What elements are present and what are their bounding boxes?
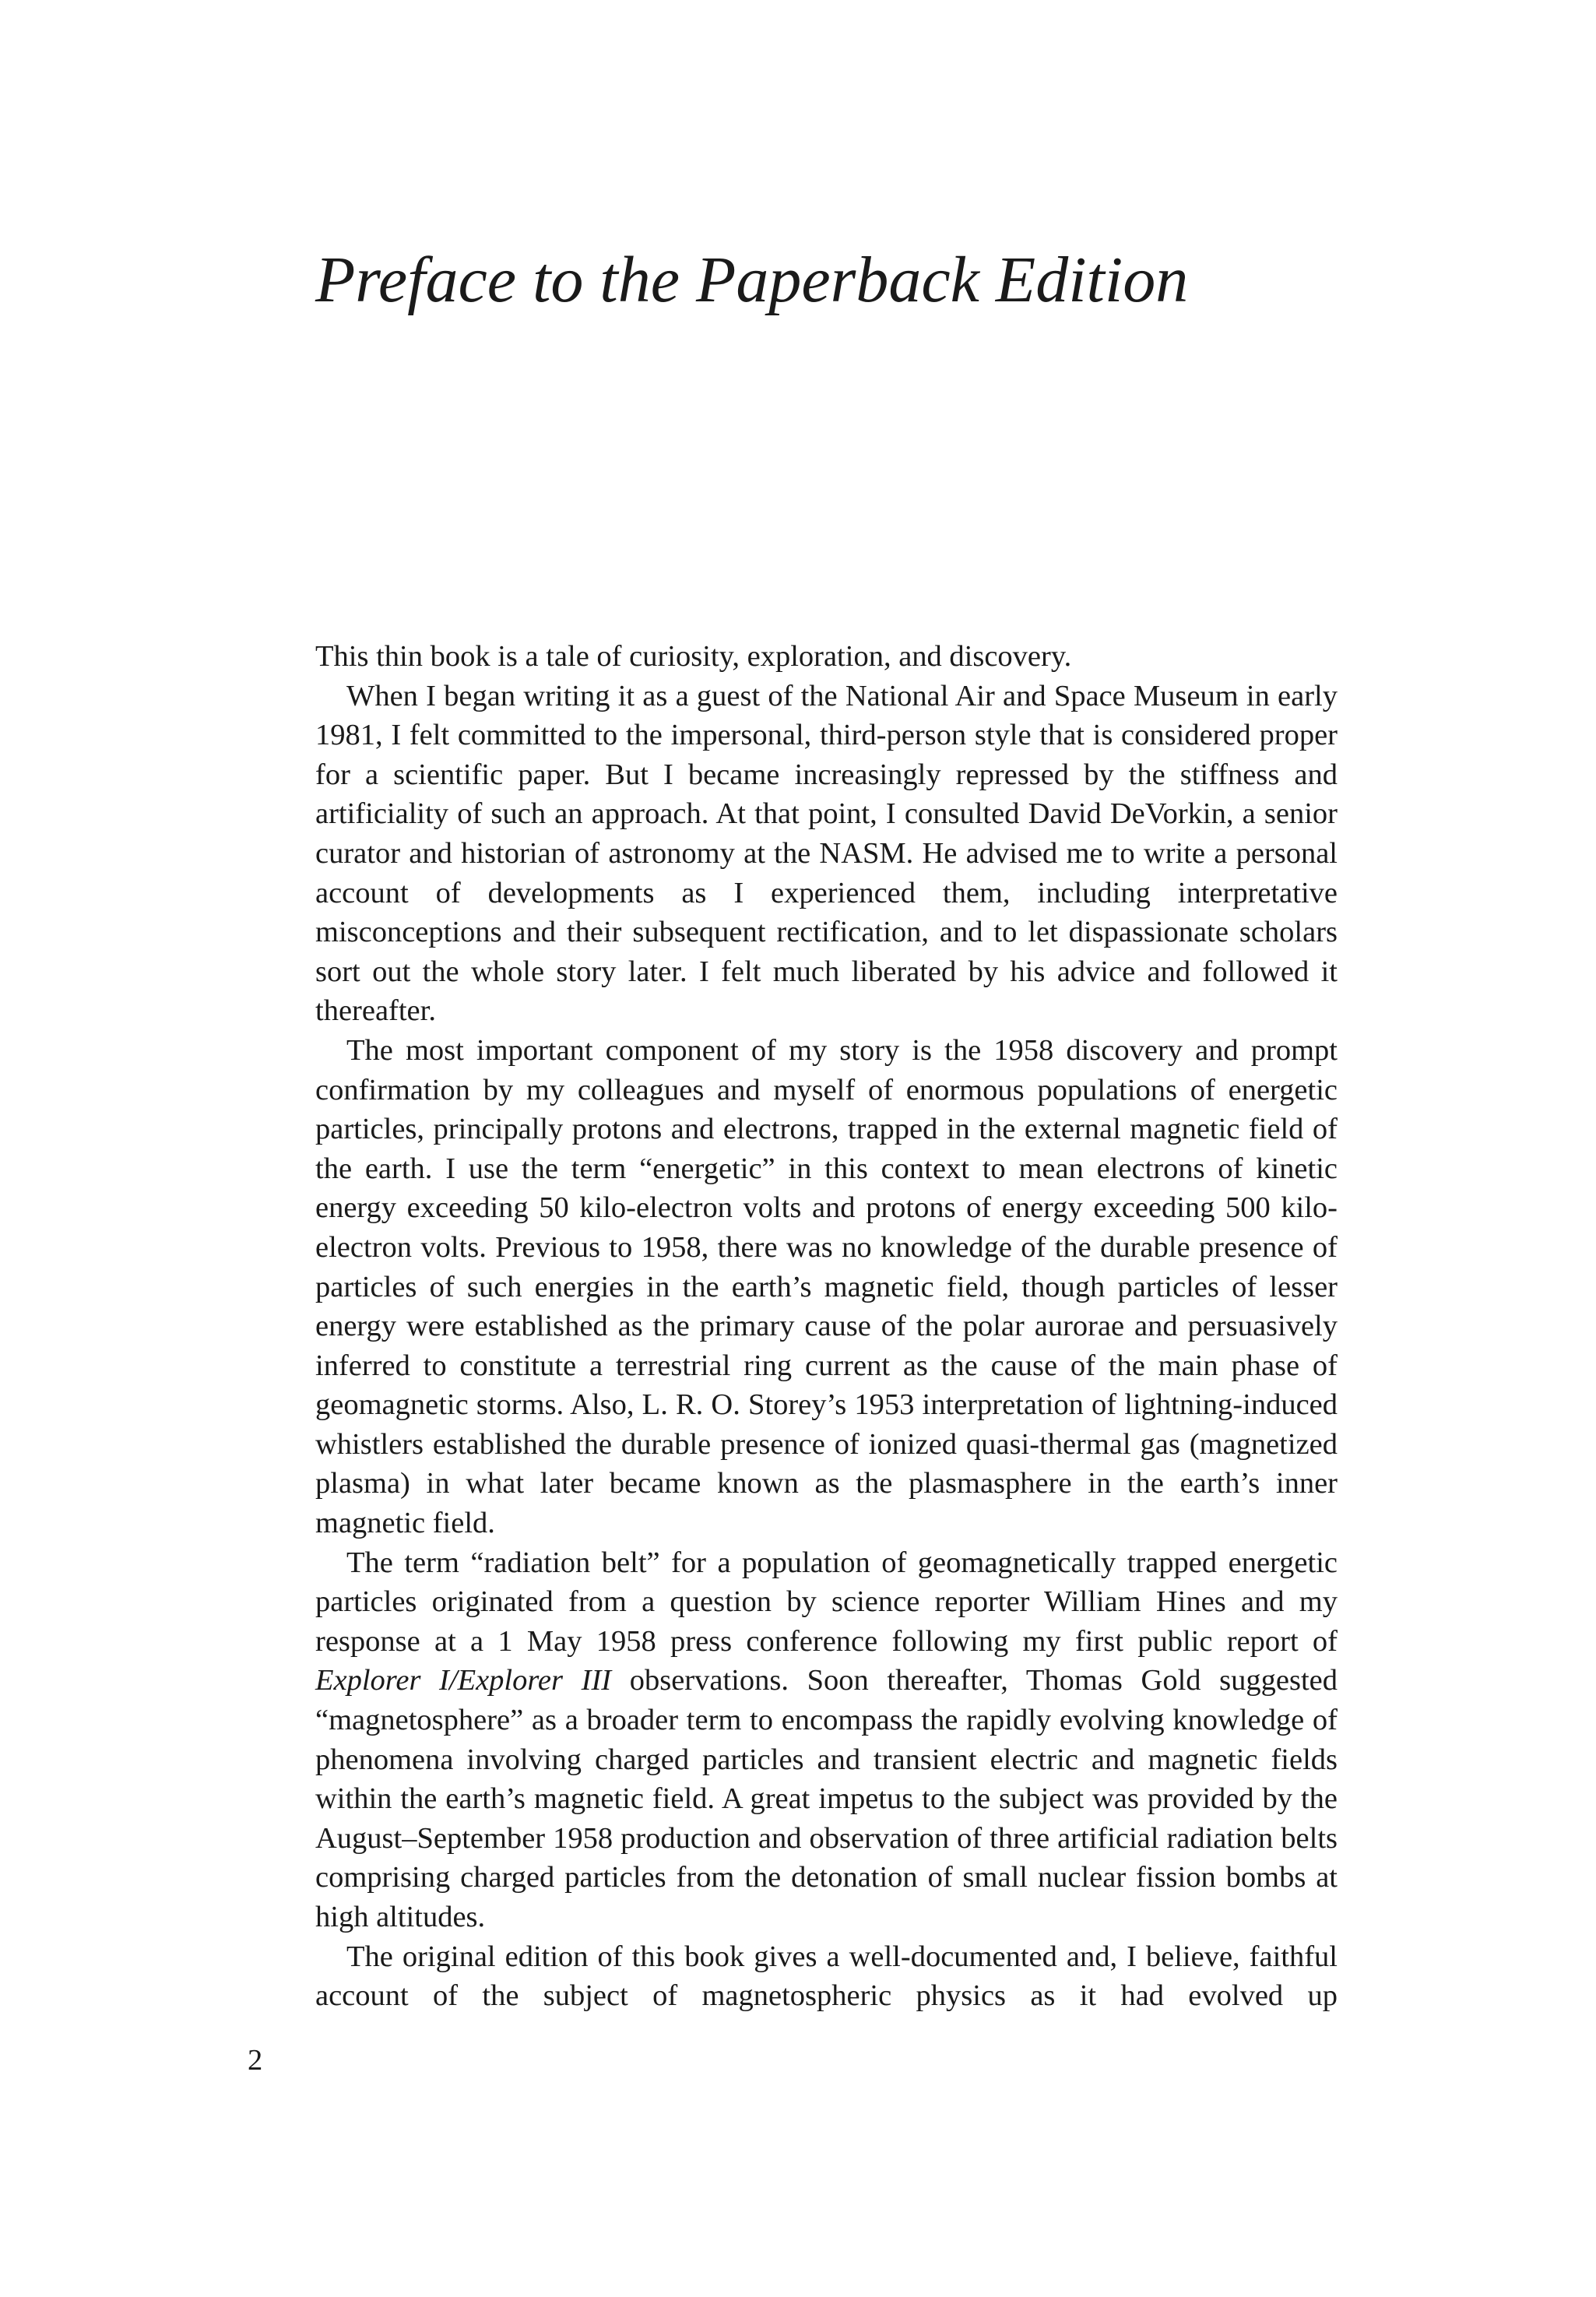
page-title: Preface to the Paperback Edition [315, 244, 1189, 316]
paragraph-5: The original edition of this book gives a well-documented and, I believe, faithful account of the subject of magnetospheric physics as it had evolved up [315, 1940, 1338, 2013]
body-text [315, 637, 1338, 2016]
paragraph-1: This thin book is a tale of curiosity, exploration, and discovery. [315, 640, 1072, 673]
paragraph-4 [315, 1543, 1338, 1937]
paragraph-3: The most important component of my story is the 1958 discovery and prompt confirmation by my colleagues and myself of enormous populations of energetic particles, principally protons and electrons, trapped in the external magnetic field of the earth. I use the term “energetic” in this context to mean electrons of kinetic energy exceeding 50 kilo-electron volts and protons of energy exceeding 500 kilo-electron volts. Previous to 1958, there was no knowledge of the durable presence of particles of such energies in the earth’s magnetic field, though particles of lesser energy were established as the primary cause of the polar aurorae and persuasively inferred to constitute a terrestrial ring current as the cause of the main phase of geomagnetic storms. Also, L. R. O. Storey’s 1953 interpretation of lightning-induced whistlers established the durable presence of ionized quasi-thermal gas (magnetized plasma) in what later became known as the plasmasphere in the earth’s inner magnetic field. [315, 1033, 1338, 1540]
page-number: 2 [248, 2044, 263, 2077]
paragraph-2: When I began writing it as a guest of the National Air and Space Museum in early 1981, I felt committed to the impersonal, third-person style that is considered proper for a scientific paper. But I became increasingly repressed by the stiffness and artificiality of such an approach. At that point, I consulted David DeVorkin, a senior curator and historian of astronomy at the NASM. He advised me to write a personal account of developments as I experienced them, including interpretative misconceptions and their subsequent rectification, and to let dispassionate scholars sort out the whole story later. I felt much liberated by his advice and followed it thereafter. [315, 679, 1338, 1028]
paragraph-4-text-after: observations. Soon thereafter, Thomas Gold suggested “magnetosphere” as a broader term to encompass the rapidly evolving knowledge of phenomena involving charged particles and transient electric and magnetic fields within the earth’s magnetic field. A great impetus to the subject was provided by the August–September 1958 production and observation of three artificial radiation belts comprising charged particles from the detonation of small nuclear fission bombs at high altitudes. [315, 1664, 1338, 1933]
spacecraft-names: Explorer I/Explorer III [315, 1664, 612, 1697]
paragraph-4-text-before: The term “radiation belt” for a population of geomagnetically trapped energetic particles originated from a question by science reporter William Hines and my response at a 1 May 1958 press conference following my first public report of [315, 1546, 1338, 1658]
